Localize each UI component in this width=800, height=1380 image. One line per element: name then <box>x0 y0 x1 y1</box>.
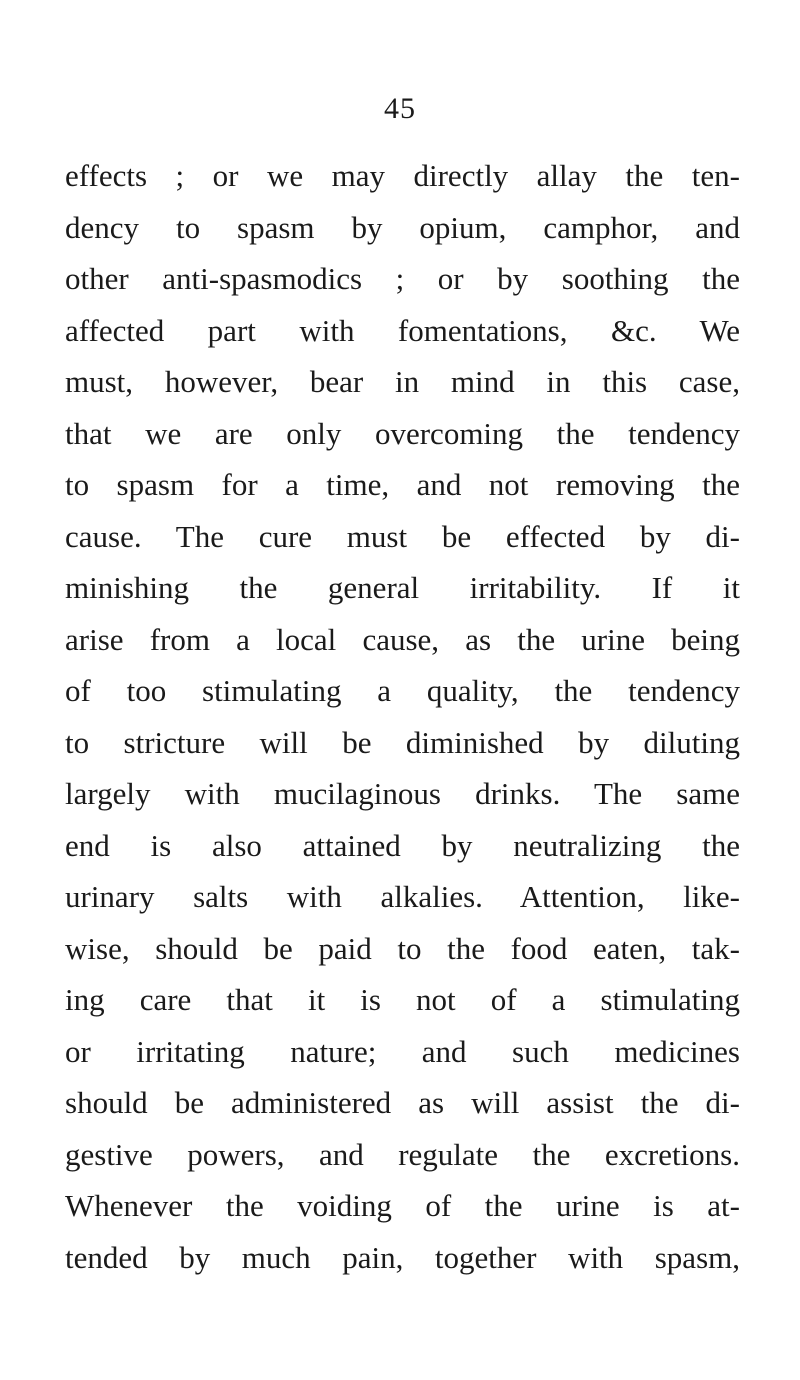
text-line: ing care that it is not of a stimulating <box>65 982 740 1017</box>
text-line: minishing the general irritability. If it <box>65 570 740 605</box>
text-line: effects ; or we may directly allay the ten- <box>65 158 740 193</box>
text-line: cause. The cure must be effected by di- <box>65 518 740 554</box>
text-line: affected part with fomentations, &c. We <box>65 312 740 348</box>
body-text <box>65 150 740 1283</box>
text-line: largely with mucilaginous drinks. The same <box>65 776 740 811</box>
text-line: should be administered as will assist the di- <box>65 1085 740 1120</box>
text-line: tended by much pain, together with spasm, <box>65 1239 740 1275</box>
text-line: of too stimulating a quality, the tendency <box>65 673 740 708</box>
text-line: Whenever the voiding of the urine is at- <box>65 1188 740 1223</box>
text-line: arise from a local cause, as the urine being <box>65 621 740 657</box>
text-line: must, however, bear in mind in this case, <box>65 364 740 399</box>
text-line: end is also attained by neutralizing the <box>65 827 740 863</box>
text-line: to stricture will be diminished by diluting <box>65 724 740 760</box>
page-number: 45 <box>384 92 416 125</box>
text-line: dency to spasm by opium, camphor, and <box>65 209 740 245</box>
text-line: other anti-spasmodics ; or by soothing the <box>65 261 740 296</box>
text-line: to spasm for a time, and not removing the <box>65 467 740 502</box>
text-line: gestive powers, and regulate the excretions. <box>65 1136 740 1172</box>
text-line: that we are only overcoming the tendency <box>65 415 740 451</box>
text-line: urinary salts with alkalies. Attention, like- <box>65 879 740 914</box>
text-line: or irritating nature; and such medicines <box>65 1033 740 1069</box>
text-line: wise, should be paid to the food eaten, tak- <box>65 930 740 966</box>
